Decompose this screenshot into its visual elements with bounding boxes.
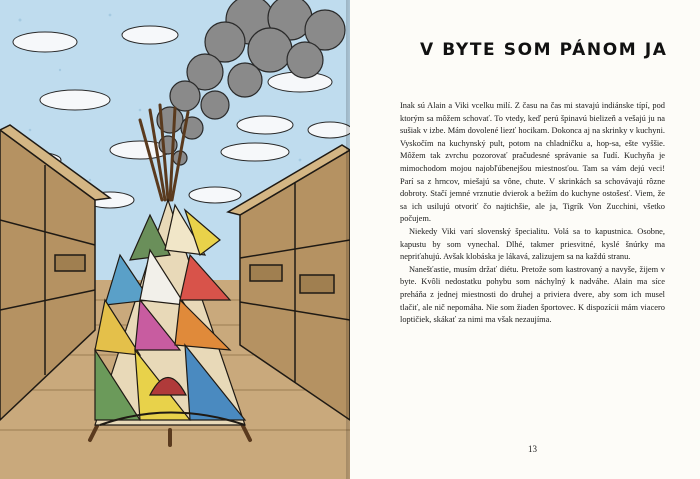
paragraph: Nanešťastie, musím držať diétu. Pretože som kastrovaný a navyše, žijem v byte. Kvôli nedostatku pohybu som náchylný k nadváhe. Alain ma síce preháňa z jednej miestnosti do druhej a priviera dvere, aby som ich musel tlačiť, ale nič nepomáha. Nie som žiaden športovec. K dispozícii mám viacero loptičiek, skákať za nimi ma však nezaujíma.: [400, 264, 665, 325]
body-text: [400, 100, 665, 327]
page-number: 13: [528, 444, 537, 454]
text-page: [350, 0, 700, 479]
chapter-title: V BYTE SOM PÁNOM JA: [420, 40, 668, 60]
paragraph: Inak sú Alain a Viki vcelku milí. Z času na čas mi stavajú indiánske típí, pod ktorým sa môžem schovať. To vtedy, keď perú špinavú bielizeň a vešajú ju na sušiak v izbe. Mám dovolené liezť hocikam. Dokonca aj na skrinky v kuchyni. Vyskočím na kuchynský pult, potom na chladničku a, hop-sa, ešte vyššie. Môžem tak zvrchu pozorovať pračudesné správanie sa ľudí. Kuchyňa je mimochodom mojou najobľúbenejšou miestnosťou. Tam sa vám dejú veci! Parí sa z hrncov, miešajú sa vône, chute. V skrinkách sa schovávajú rôzne dobroty. Stačí jemné vrznutie dvierok a bežím do kuchyne ostošesť. Viem, že sa ich usilujú otvoriť čo najtichšie, ale ja, Tigrík Von Zucchini, všetko počujem.: [400, 101, 665, 224]
paragraph: Niekedy Viki varí slovenský špecialitu. Volá sa to kapustnica. Osobne, kapustu by som vynechal. Dlhé, takmer priesvitné, kyslé šnúrky ma nepriťahujú. Avšak klobáska je lákavá, zalizujem sa na každú stranu.: [400, 226, 665, 262]
